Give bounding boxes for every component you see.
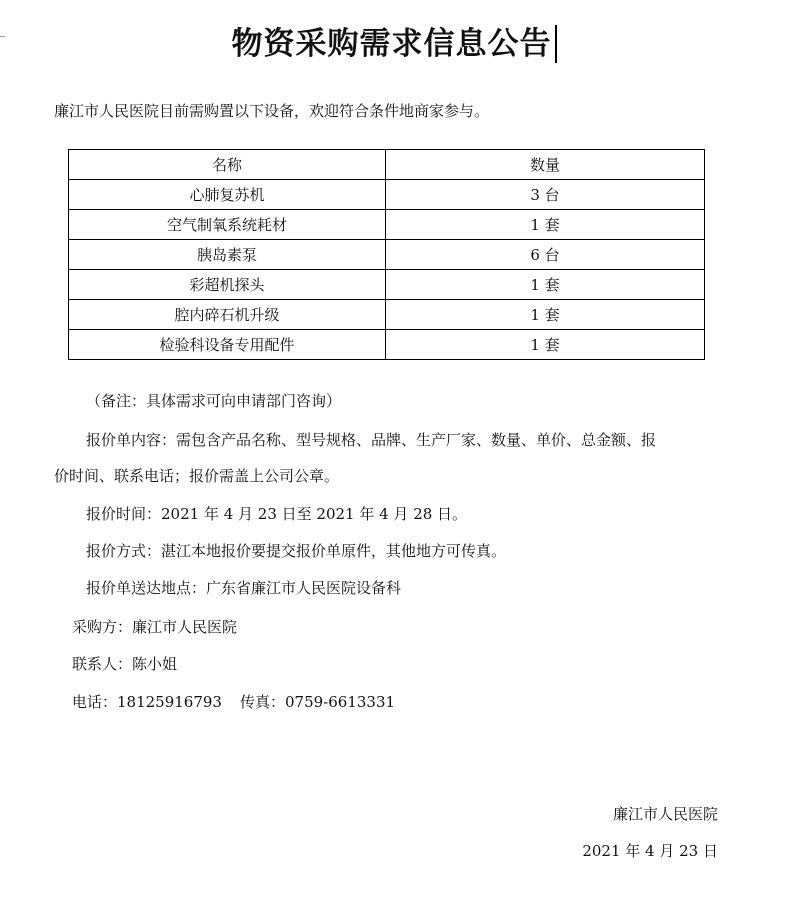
buyer-text: 采购方：廉江市人民医院: [72, 618, 238, 636]
quote-content-line1: 报价单内容：需包含产品名称、型号规格、品牌、生产厂家、数量、单价、总金额、报: [86, 431, 657, 449]
item-name: 检验科设备专用配件: [69, 330, 386, 360]
contact-person-text: 联系人：陈小姐: [72, 655, 178, 673]
item-name: 彩超机探头: [69, 270, 386, 300]
requirements-table: [68, 149, 705, 360]
table-header-row: [69, 150, 705, 180]
text-cursor: [555, 25, 557, 63]
remark-text: （备注：具体需求可向申请部门咨询）: [86, 392, 342, 410]
table-row: [69, 270, 705, 300]
item-name: 心肺复苏机: [69, 180, 386, 210]
fax-text: 传真：0759-6613331: [240, 693, 396, 711]
quote-time-text: 报价时间：2021 年 4 月 23 日至 2021 年 4 月 28 日。: [86, 505, 468, 523]
table-row: [69, 210, 705, 240]
item-name: 腔内碎石机升级: [69, 300, 386, 330]
delivery-address-text: 报价单送达地点：广东省廉江市人民医院设备科: [86, 579, 402, 597]
table-row: [69, 330, 705, 360]
signature-org: 廉江市人民医院: [612, 805, 718, 823]
table-row: [69, 240, 705, 270]
item-name: 胰岛素泵: [69, 240, 386, 270]
item-quantity: 1 套: [386, 210, 705, 240]
title-text: 物资采购需求信息公告: [231, 26, 552, 62]
signature-date: 2021 年 4 月 23 日: [582, 842, 718, 860]
intro-text: 廉江市人民医院目前需购置以下设备，欢迎符合条件地商家参与。: [54, 102, 490, 120]
quote-method-text: 报价方式：湛江本地报价要提交报价单原件，其他地方可传真。: [86, 542, 507, 560]
item-quantity: 1 套: [386, 330, 705, 360]
quote-content-line2: 价时间、联系电话；报价需盖上公司公章。: [54, 467, 340, 485]
header-name: 名称: [69, 150, 386, 180]
header-quantity: 数量: [386, 150, 705, 180]
item-quantity: 3 台: [386, 180, 705, 210]
page-title: [0, 18, 788, 65]
item-quantity: 1 套: [386, 270, 705, 300]
item-quantity: 1 套: [386, 300, 705, 330]
phone-text: 电话：18125916793: [72, 693, 222, 711]
table-row: [69, 180, 705, 210]
item-quantity: 6 台: [386, 240, 705, 270]
item-name: 空气制氧系统耗材: [69, 210, 386, 240]
table-row: [69, 300, 705, 330]
